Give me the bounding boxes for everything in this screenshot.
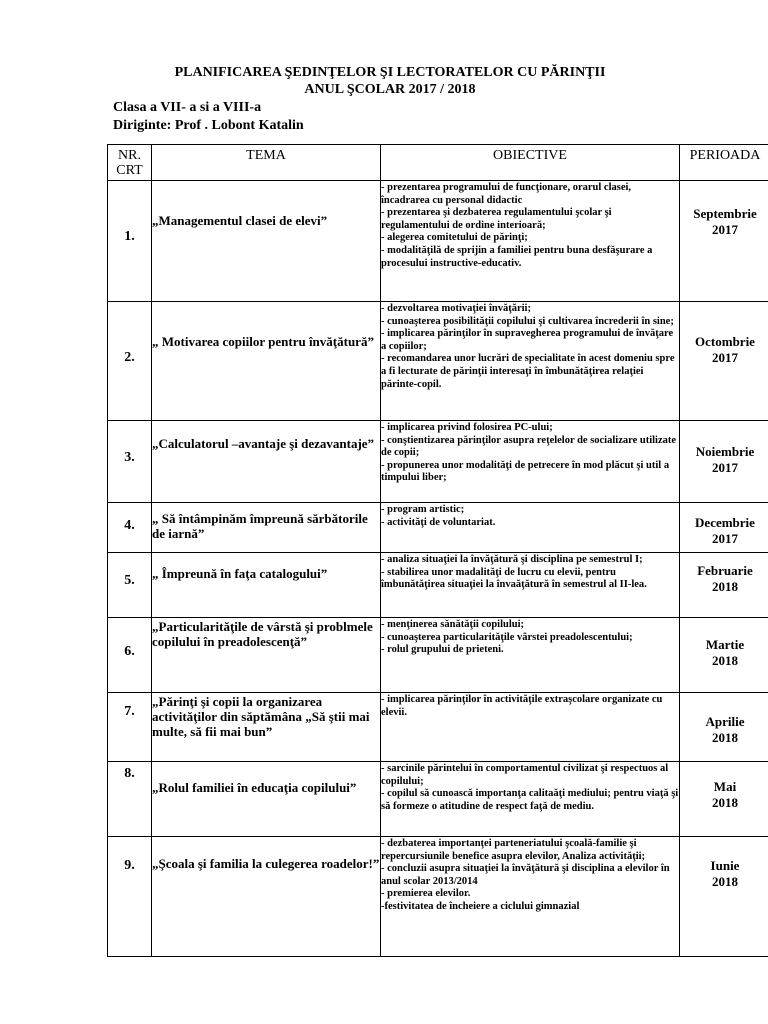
row-perioada — [680, 618, 768, 693]
period-month: Septembrie — [693, 206, 757, 221]
period-year: 2017 — [712, 460, 738, 475]
row-perioada — [680, 181, 768, 302]
title-line-2: ANUL ŞCOLAR 2017 / 2018 — [304, 82, 476, 97]
objective-item: - prezentarea programului de funcţionare, orarul clasei, încadrarea cu personal didactic — [381, 182, 632, 206]
table-row — [108, 302, 768, 421]
row-obiective — [381, 421, 680, 503]
table-row — [108, 762, 768, 837]
row-tema: „Managementul clasei de elevi” — [152, 181, 381, 302]
period-year: 2018 — [712, 653, 738, 668]
period-month: Noiembrie — [695, 444, 755, 459]
row-number: 4. — [108, 503, 152, 553]
objective-item: - program artistic; — [381, 504, 465, 515]
objective-item: - implicarea părinţilor în activităţile extraşcolare organizate cu elevii. — [381, 694, 663, 718]
table-row — [108, 421, 768, 503]
row-obiective — [381, 693, 680, 762]
row-tema: „Şcoala şi familia la culegerea roadelor!” — [152, 837, 381, 957]
row-obiective — [381, 762, 680, 837]
objective-item: - modalităţilă de sprijin a familiei pentru buna desfăşurare a procesului instructive-educativ. — [381, 244, 653, 269]
header-perioada: PERIOADA — [680, 145, 768, 181]
objective-item: - propunerea unor modalităţi de petrecere în mod plăcut şi util a timpului liber; — [381, 459, 670, 484]
objective-item: - cunoaşterea posibilităţii copilului şi cultivarea încrederii în sine; — [381, 315, 674, 327]
table-row — [108, 693, 768, 762]
objective-item: - dezbaterea importanţei parteneriatului şcoală-familie şi repercursiunile benefice asupra elevilor, Analiza activităţii; — [381, 838, 646, 862]
period-month: Februarie — [697, 563, 753, 578]
objective-item: -festivitatea de încheiere a ciclului gimnazial — [381, 900, 580, 912]
row-obiective — [381, 837, 680, 957]
objective-item: - sarcinile părintelui în comportamentul civilizat şi respectuos al copilului; — [381, 763, 669, 787]
period-month: Aprilie — [705, 714, 745, 729]
period-year: 2018 — [712, 874, 738, 889]
period-year: 2017 — [712, 531, 738, 546]
objective-item: - copilul să cunoască importanţa calitaăţi mediului; pentru viaţă şi să formeze o atitudine de respect faţă de mediu. — [381, 788, 679, 812]
period-year: 2017 — [712, 350, 738, 365]
header-nr-line: NR. — [118, 148, 141, 163]
period-year: 2018 — [712, 579, 738, 594]
row-number: 3. — [108, 421, 152, 503]
objective-item: - recomandarea unor lucrări de specialitate în acest domeniu spre a fi lecturate de părinţii interesaţi în îmbunătăţirea relaţiei părinte-copil. — [381, 353, 675, 390]
period-year: 2018 — [712, 730, 738, 745]
title-line-1: PLANIFICAREA ŞEDINŢELOR ŞI LECTORATELOR CU PĂRINŢII — [174, 65, 606, 80]
document-title — [0, 64, 768, 98]
objective-item: - menţinerea sănătăţii copilului; — [381, 619, 525, 630]
objective-item: - conştientizarea părinţilor asupra reţelelor de socializare utilizate de copii; — [381, 434, 677, 459]
objective-item: - concluzii asupra situaţiei la învăţătură şi disciplina a elevilor în anul scolar 2013/2014 — [381, 863, 670, 887]
objective-item: - activităţi de voluntariat. — [381, 516, 496, 528]
row-number: 5. — [108, 553, 152, 618]
planning-table — [107, 144, 768, 957]
row-obiective — [381, 503, 680, 553]
table-body — [108, 181, 768, 957]
objective-item: - prezentarea şi dezbaterea regulamentului şcolar şi regulamentului de ordine interioară; — [381, 207, 612, 231]
row-number: 9. — [108, 837, 152, 957]
row-number: 7. — [108, 693, 152, 762]
objective-item: - dezvoltarea motivaţiei învăţării; — [381, 303, 531, 314]
row-perioada — [680, 837, 768, 957]
period-month: Iunie — [710, 858, 740, 873]
objective-item: - alegerea comitetului de părinţi; — [381, 232, 528, 244]
objective-item: - analiza situaţiei la învăţătură şi disciplina pe semestrul I; — [381, 554, 643, 565]
row-tema: „Particularităţile de vârstă şi problmele copilului în preadolescenţă” — [152, 618, 381, 693]
objective-item: - premierea elevilor. — [381, 888, 471, 900]
period-month: Decembrie — [695, 515, 755, 530]
table-row — [108, 181, 768, 302]
row-tema: „Rolul familiei în educaţia copilului” — [152, 762, 381, 837]
row-number: 8. — [108, 762, 152, 837]
period-month: Martie — [705, 637, 745, 652]
objective-item: - cunoaşterea particularităţile vârstei preadolescentului; — [381, 631, 633, 643]
row-perioada — [680, 302, 768, 421]
row-tema: „ Împreună în faţa catalogului” — [152, 553, 381, 618]
row-tema: „Părinţi şi copii la organizarea activităţilor din săptămâna „Să ştii mai multe, să fii mai bun” — [152, 693, 381, 762]
row-tema: „Calculatorul –avantaje şi dezavantaje” — [152, 421, 381, 503]
row-perioada — [680, 693, 768, 762]
header-crt-line: CRT — [116, 163, 143, 178]
row-perioada — [680, 762, 768, 837]
objective-item: - stabilirea unor madalităţi de lucru cu elevii, pentru îmbunătăţirea situaţiei la învaăţătură în semestrul al II-lea. — [381, 566, 647, 591]
period-year: 2017 — [712, 222, 738, 237]
table-header-row — [108, 145, 768, 181]
row-obiective — [381, 181, 680, 302]
period-month: Mai — [713, 779, 737, 794]
table-row — [108, 503, 768, 553]
objective-item: - rolul grupului de prieteni. — [381, 644, 504, 656]
document-meta — [113, 99, 304, 135]
row-number: 1. — [108, 181, 152, 302]
table-row — [108, 618, 768, 693]
row-obiective — [381, 302, 680, 421]
header-nr-crt — [108, 145, 152, 181]
table-row — [108, 837, 768, 957]
header-obiective: OBIECTIVE — [381, 145, 680, 181]
header-tema: TEMA — [152, 145, 381, 181]
row-tema: „ Motivarea copiilor pentru învăţătură” — [152, 302, 381, 421]
row-number: 6. — [108, 618, 152, 693]
row-perioada — [680, 503, 768, 553]
objective-item: - implicarea părinţilor în supravegherea programului de învăţare a copiilor; — [381, 328, 674, 352]
objective-item: - implicarea privind folosirea PC-ului; — [381, 422, 553, 433]
table-row — [108, 553, 768, 618]
row-obiective — [381, 553, 680, 618]
period-year: 2018 — [712, 795, 738, 810]
teacher-line: Diriginte: Prof . Lobont Katalin — [113, 118, 304, 133]
row-number: 2. — [108, 302, 152, 421]
row-perioada — [680, 553, 768, 618]
row-obiective — [381, 618, 680, 693]
period-month: Octombrie — [695, 334, 755, 349]
row-perioada — [680, 421, 768, 503]
class-line: Clasa a VII- a si a VIII-a — [113, 100, 262, 115]
row-tema: „ Să întâmpinăm împreună sărbătorile de iarnă” — [152, 503, 381, 553]
